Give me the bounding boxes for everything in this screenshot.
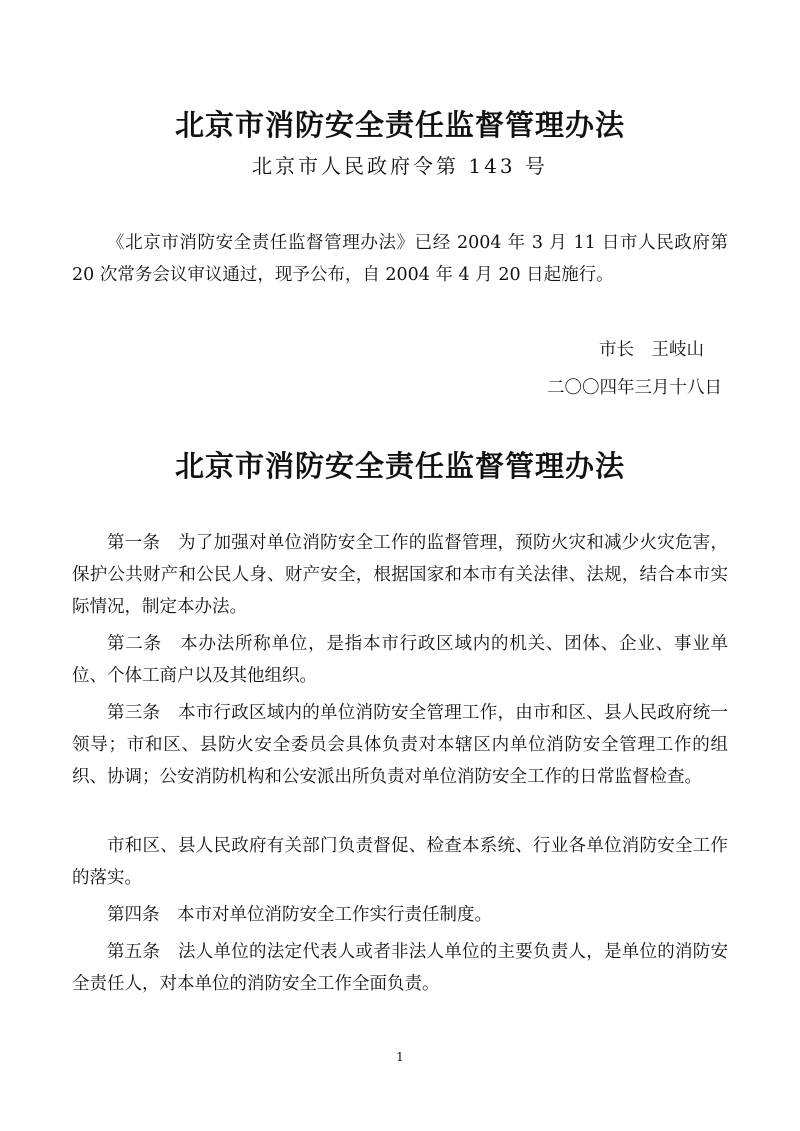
preamble-paragraph: 《北京市消防安全责任监督管理办法》已经 2004 年 3 月 11 日市人民政府第 20 次常务会议审议通过，现予公布，自 2004 年 4 月 20 日起施行。 (72, 233, 728, 285)
signing-date: 二〇〇四年三月十八日 (547, 378, 722, 398)
body-title: 北京市消防安全责任监督管理办法 (174, 449, 625, 483)
article-2: 第二条 本办法所称单位，是指本市行政区域内的机关、团体、企业、事业单位、个体工商户以及其他组织。 (72, 634, 728, 686)
article-3-paragraph-2: 市和区、县人民政府有关部门负责督促、检查本系统、行业各单位消防安全工作的落实。 (72, 836, 728, 888)
decree-number: 北京市人民政府令第 143 号 (252, 154, 548, 178)
article-3: 第三条 本市行政区域内的单位消防安全管理工作，由市和区、县人民政府统一领导；市和区、县防火安全委员会具体负责对本辖区内单位消防安全管理工作的组织、协调；公安消防机构和公安派出所负责对单位消防安全工作的日常监督检查。 (72, 703, 728, 787)
document-title: 北京市消防安全责任监督管理办法 (174, 108, 625, 142)
page-number: 1 (396, 1050, 404, 1064)
signatory: 市长 王岐山 (599, 340, 704, 360)
article-1: 第一条 为了加强对单位消防安全工作的监督管理，预防火灾和减少火灾危害，保护公共财产和公民人身、财产安全，根据国家和本市有关法律、法规，结合本市实际情况，制定本办法。 (72, 533, 728, 617)
article-5: 第五条 法人单位的法定代表人或者非法人单位的主要负责人，是单位的消防安全责任人，对本单位的消防安全工作全面负责。 (72, 942, 728, 994)
article-4: 第四条 本市对单位消防安全工作实行责任制度。 (107, 905, 492, 925)
